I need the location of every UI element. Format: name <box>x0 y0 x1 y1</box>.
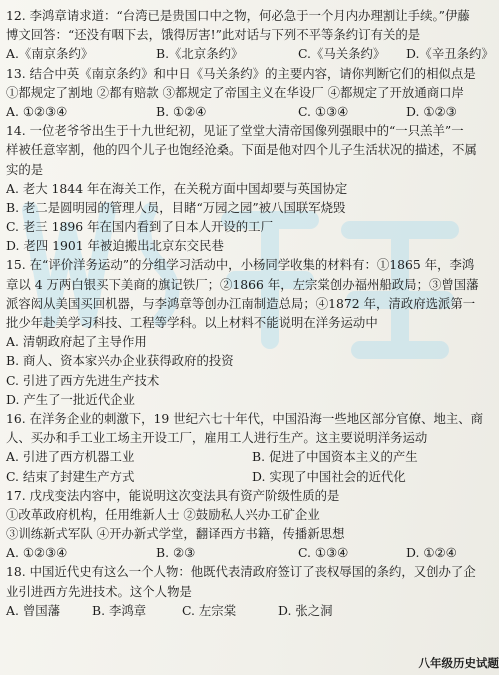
q17-option-d: D. ①②④ <box>406 545 457 561</box>
exam-content <box>6 6 494 620</box>
q14-stem-line2: 样被任意宰割，他的四个儿子也饱经沧桑。下面是他对四个儿子生活状况的描述，不属 <box>6 142 477 158</box>
question-16 <box>6 409 494 486</box>
q12-option-c: C.《马关条约》 <box>298 46 386 62</box>
q16-stem-line2: 人、买办和手工业工场主开设工厂，雇用工人进行生产。这主要说明洋务运动 <box>6 430 428 446</box>
question-14 <box>6 121 494 255</box>
q17-stem-line3: ③训练新式军队 ④开办新式学堂，翻译西方书籍，传播新思想 <box>6 526 345 542</box>
q12-options <box>6 44 494 63</box>
q13-options <box>6 102 494 121</box>
q12-option-b: B.《北京条约》 <box>156 46 244 62</box>
q14-option-c: C. 老三 1896 年在国内看到了日本人开设的工厂 <box>6 219 273 235</box>
q12-stem-line2: 博文回答：“还没有咽下去，饿得厉害!”此对话与下列不平等条约订有关的是 <box>6 27 421 43</box>
q17-option-a: A. ①②③④ <box>6 545 68 561</box>
q17-option-c: C. ①③④ <box>298 545 349 561</box>
q16-option-b: B. 促进了中国资本主义的产生 <box>252 449 418 465</box>
q13-stem-line2: ①都规定了割地 ②都有赔款 ③都规定了帝国主义在华设厂 ④都规定了开放通商口岸 <box>6 84 464 100</box>
page-footer: 八年级历史试题 <box>418 656 499 670</box>
q15-option-b: B. 商人、资本家兴办企业获得政府的投资 <box>6 353 234 369</box>
q18-options <box>6 601 494 620</box>
q14-option-b: B. 老二是圆明园的管理人员，目睹“万园之园”被八国联军烧毁 <box>6 199 346 215</box>
q13-option-a: A. ①②③④ <box>6 103 68 119</box>
q15-stem-line2: 章以 4 万两白银买下美商的旗记铁厂；②1866 年，左宗棠创办福州船政局；③曾国藩 <box>6 276 479 292</box>
q17-options <box>6 543 494 562</box>
q15-option-c: C. 引进了西方先进生产技术 <box>6 372 160 388</box>
q16-stem-line1: 16. 在洋务企业的刺激下，19 世纪六七十年代，中国沿海一些地区部分官僚、地主、商 <box>6 410 484 426</box>
q15-option-d: D. 产生了一批近代企业 <box>6 391 135 407</box>
q16-options-row2 <box>6 467 494 486</box>
q15-stem-line1: 15. 在“评价洋务运动”的分组学习活动中，小杨同学收集的材料有：①1865 年，李鸿 <box>6 257 475 273</box>
q13-option-b: B. ①②④ <box>156 103 207 119</box>
q15-stem-line3: 派容闳从美国买回机器，与李鸿章等创办江南制造总局；④1872 年，清政府选派第一 <box>6 295 476 311</box>
q18-option-b: B. 李鸿章 <box>92 602 147 618</box>
q18-option-d: D. 张之洞 <box>278 602 333 618</box>
question-15 <box>6 255 494 409</box>
q18-stem-line2: 业引进西方先进技术。这个人物是 <box>6 583 192 599</box>
q13-option-d: D. ①②③ <box>406 103 457 119</box>
q13-option-c: C. ①③④ <box>298 103 349 119</box>
question-18 <box>6 562 494 620</box>
q17-stem-line1: 17. 戊戌变法内容中，能说明这次变法具有资产阶级性质的是 <box>6 487 340 503</box>
q14-stem-line3: 实的是 <box>6 161 44 177</box>
q16-options-row1 <box>6 447 494 466</box>
q14-stem-line1: 14. 一位老爷爷出生于十九世纪初，见证了堂堂大清帝国像列强眼中的“一只羔羊”一 <box>6 123 464 139</box>
q18-option-a: A. 曾国藩 <box>6 602 60 618</box>
q13-stem-line1: 13. 结合中英《南京条约》和中日《马关条约》的主要内容，请你判断它们的相似点是 <box>6 65 476 81</box>
question-17 <box>6 486 494 563</box>
q12-option-d: D.《辛丑条约》 <box>406 46 494 62</box>
q16-option-d: D. 实现了中国社会的近代化 <box>252 468 406 484</box>
q17-option-b: B. ②③ <box>156 545 196 561</box>
q18-stem-line1: 18. 中国近代史有这么一个人物：他既代表清政府签订了丧权辱国的条约，又创办了企 <box>6 564 476 580</box>
q17-stem-line2: ①改革政府机构，任用维新人士 ②鼓励私人兴办工矿企业 <box>6 506 320 522</box>
q12-option-a: A.《南京条约》 <box>6 46 94 62</box>
q14-option-a: A. 老大 1844 年在海关工作，在关税方面中国却要与英国协定 <box>6 180 348 196</box>
q16-option-c: C. 结束了封建生产方式 <box>6 468 135 484</box>
question-13 <box>6 64 494 122</box>
q12-stem-line1: 12. 李鸿章请求道：“台湾已是贵国口中之物，何必急于一个月内办理割让手续。”伊藤 <box>6 8 470 23</box>
q16-option-a: A. 引进了西方机器工业 <box>6 449 135 465</box>
q18-option-c: C. 左宗棠 <box>182 602 237 618</box>
q15-option-a: A. 清朝政府起了主导作用 <box>6 334 147 350</box>
q15-stem-line4: 批少年赴美学习科技、工程等学科。以上材料不能说明在洋务运动中 <box>6 315 378 330</box>
q14-option-d: D. 老四 1901 年被迫搬出北京东交民巷 <box>6 238 224 254</box>
question-12 <box>6 6 494 64</box>
